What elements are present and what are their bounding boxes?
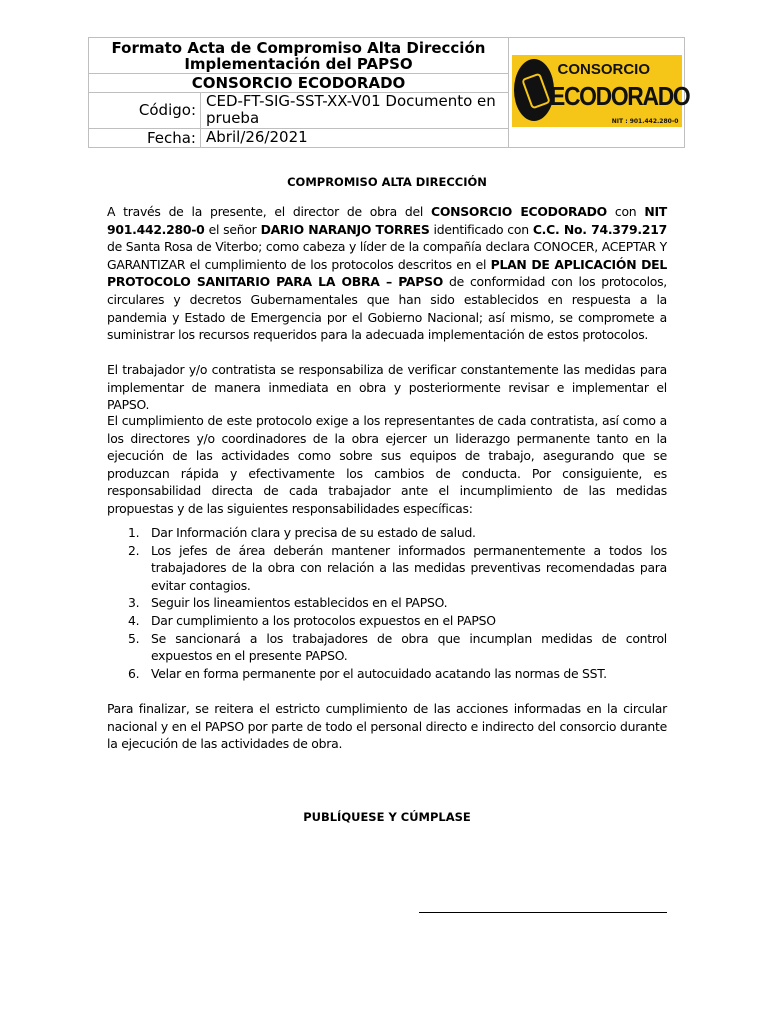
p1-text-5: de Santa Rosa de Viterbo; como cabeza y líder de la compañía declara CONOCER, ACEPTAR Y GARANTIZAR el cumplimiento de los protocolos descritos en el xyxy=(107,239,667,272)
p1-text-4: identificado con xyxy=(429,221,533,237)
list-item: 4. Dar cumplimiento a los protocolos expuestos en el PAPSO xyxy=(128,612,496,628)
logo-emblem-icon xyxy=(514,59,554,121)
p1-bold-id: C.C. No. 74.379.217 xyxy=(532,221,667,237)
paragraph-1 xyxy=(107,203,667,344)
p1-bold-nit: NIT 901.442.280-0 xyxy=(107,204,668,237)
list-item: 5. Se sancionará a los trabajadores de obra que incumplan medidas de control expuestos en el presente PAPSO. xyxy=(128,630,667,664)
signature-line xyxy=(419,912,667,913)
title-line-1: Formato Acta de Compromiso Alta Dirección xyxy=(111,38,486,57)
p1-text-6: de conformidad con los protocolos, circulares y decretos Gubernamentales que han sido establecidos en respuesta a la pandemia y Estado de Emergencia por el Gobierno Nacional; así mismo, se compromete a suministrar los recursos requeridos para la adecuada implementación de estos protocolos. xyxy=(107,274,668,343)
date-value: Abril/26/2021 xyxy=(201,128,509,147)
list-item: 2. Los jefes de área deberán mantener informados permanentemente a todos los trabajadores de la obra con relación a las medidas preventivas recomendadas para evitar contagios. xyxy=(128,542,667,593)
date-label: Fecha: xyxy=(89,128,201,147)
code-label: Código: xyxy=(89,93,201,129)
logo-main-text: ECODORADO xyxy=(549,80,689,111)
code-value: CED-FT-SIG-SST-XX-V01 Documento en prueba xyxy=(201,93,509,129)
p1-bold-person: DARIO NARANJO TORRES xyxy=(260,221,430,237)
list-item: 1. Dar Información clara y precisa de su estado de salud. xyxy=(128,525,476,540)
p1-text-3: el señor xyxy=(204,221,261,237)
responsibilities-list xyxy=(107,524,667,682)
p1-bold-company: CONSORCIO ECODORADO xyxy=(431,204,607,219)
logo-cell xyxy=(509,38,689,148)
logo-top-text: CONSORCIO xyxy=(557,60,651,78)
paragraph-3: El cumplimiento de este protocolo exige a los representantes de cada contratista, así como a los directores y/o coordinadores de la obra ejercer un liderazgo permanente tanto en la ejecución de las actividades como sobre sus equipos de trabajo, asegurando que se produzcan rápida y efectivamente los cambios de conducta. Por consiguiente, es responsabilidad directa de cada trabajador ante el incumplimiento de las medidas propuestas y de las siguientes responsabilidades específicas: xyxy=(107,413,667,516)
title-line-2: Implementación del PAPSO xyxy=(184,54,413,73)
closing-statement: PUBLÍQUESE Y CÚMPLASE xyxy=(303,810,471,824)
p1-bold-plan: PLAN DE APLICACIÓN DEL PROTOCOLO SANITARIO PARA LA OBRA – PAPSO xyxy=(107,256,667,290)
section-title: COMPROMISO ALTA DIRECCIÓN xyxy=(287,175,487,189)
list-item: 6. Velar en forma permanente por el autocuidado acatando las normas de SST. xyxy=(128,665,607,681)
company-logo xyxy=(512,55,689,127)
paragraph-2: El trabajador y/o contratista se responsabiliza de verificar constantemente las medidas para implementar de manera inmediata en obra y posteriormente revisar e implementar el PAPSO. xyxy=(107,362,667,413)
logo-nit-text: NIT : 901.442.280-0 xyxy=(611,117,679,125)
company-name: CONSORCIO ECODORADO xyxy=(89,74,509,93)
paragraph-4: Para finalizar, se reitera el estricto cumplimiento de las acciones informadas en la circular nacional y en el PAPSO por parte de todo el personal directo e indirecto del consorcio durante la ejecución de las actividades de obra. xyxy=(107,701,667,752)
list-item: 3. Seguir los lineamientos establecidos en el PAPSO. xyxy=(128,595,448,611)
p1-text-2: con xyxy=(606,204,645,219)
p1-text-1: A través de la presente, el director de obra del xyxy=(107,204,432,219)
document-title xyxy=(89,38,509,74)
header-table xyxy=(88,37,689,148)
